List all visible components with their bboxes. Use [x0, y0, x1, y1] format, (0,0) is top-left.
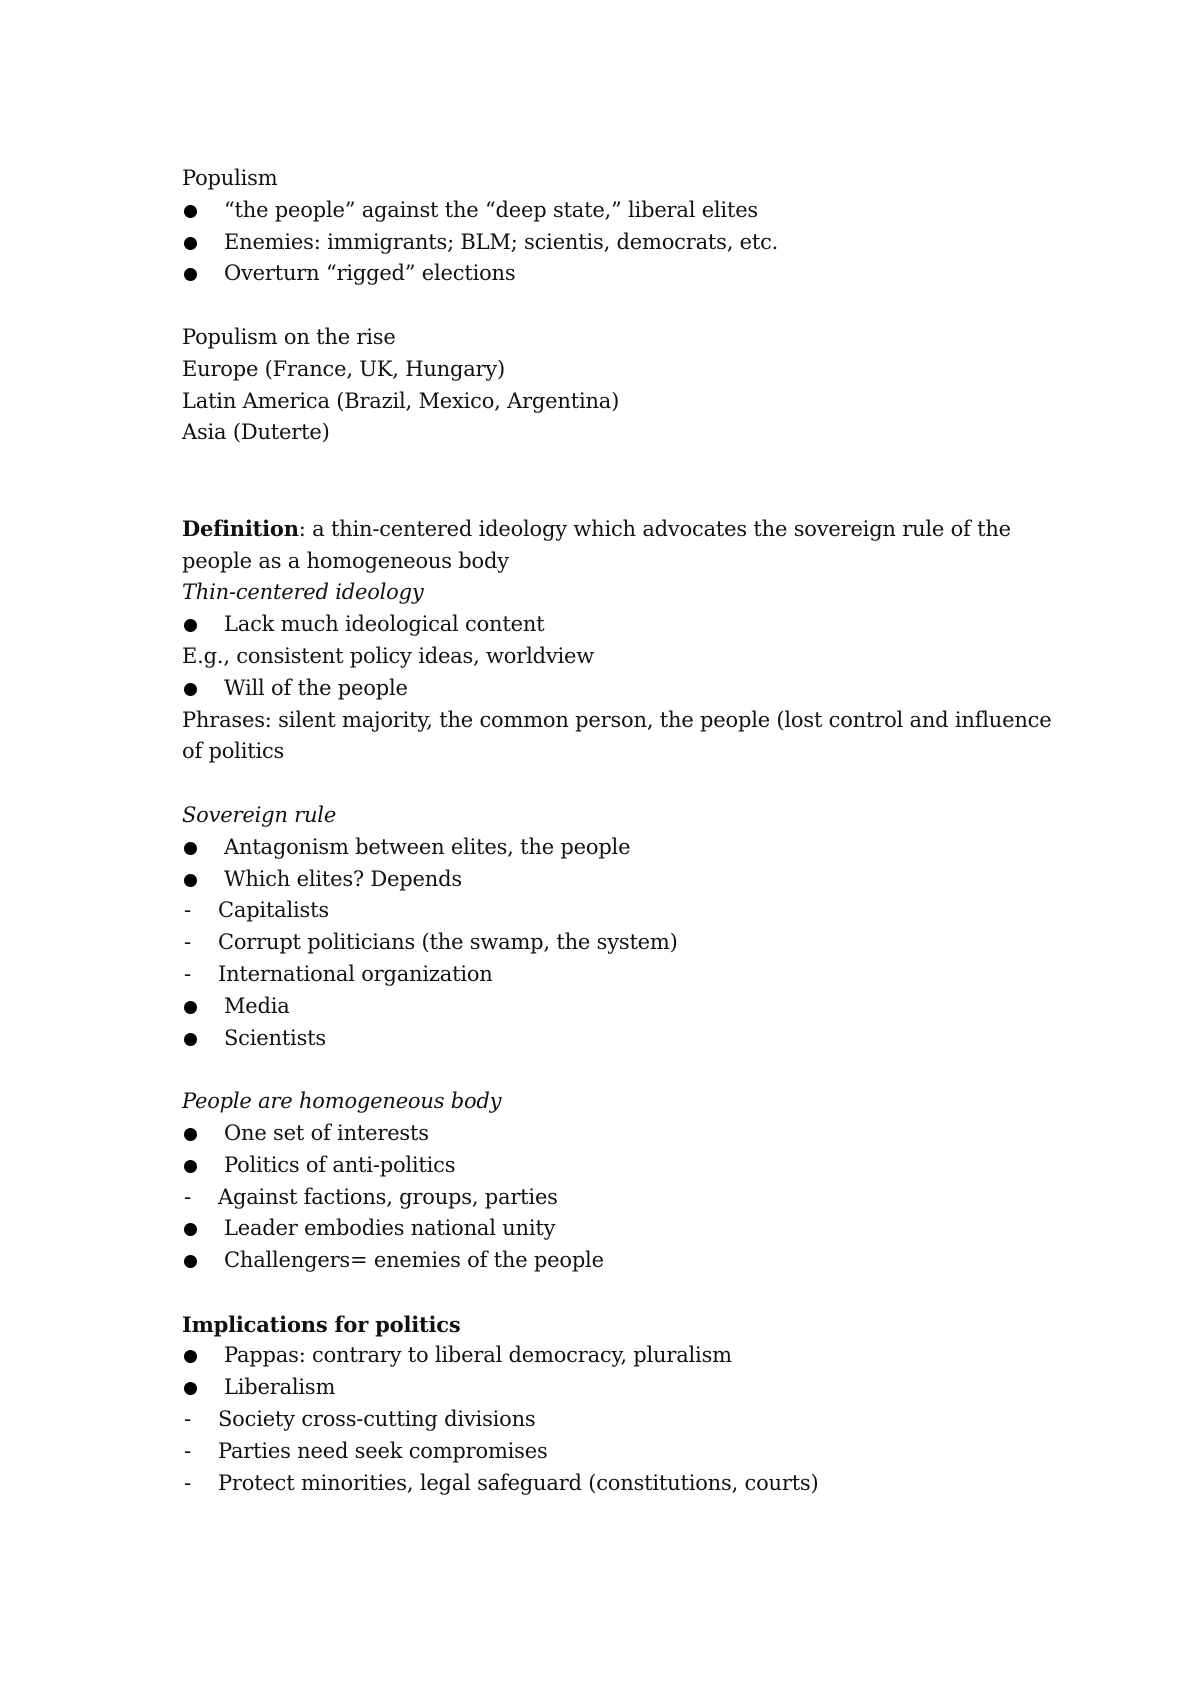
text-line: E.g., consistent policy ideas, worldview	[182, 643, 595, 668]
list-item: Scientists	[182, 1023, 1062, 1055]
bullet-icon	[184, 683, 197, 696]
list-item: Overturn “rigged” elections	[182, 258, 1062, 290]
dash-mark: -	[184, 930, 191, 955]
dash-item: - Protect minorities, legal safeguard (constitutions, courts)	[182, 1468, 1062, 1500]
definition-paragraph	[182, 513, 1062, 578]
list-item: Which elites? Depends	[182, 864, 1062, 896]
dash-item: - Against factions, groups, parties	[182, 1182, 1062, 1214]
list-item: One set of interests	[182, 1118, 1062, 1150]
list-item: Liberalism	[182, 1372, 1062, 1404]
section-title-populism: Populism	[182, 166, 278, 190]
bullet-icon	[184, 1255, 197, 1268]
definition-label: Definition	[182, 515, 299, 541]
bullet-icon	[184, 1350, 197, 1363]
heading-implications: Implications for politics	[182, 1311, 461, 1337]
text-line: Asia (Duterte)	[182, 420, 330, 445]
dash-mark: -	[184, 961, 191, 986]
list-item: Politics of anti-politics	[182, 1150, 1062, 1182]
list-item: Challengers= enemies of the people	[182, 1245, 1062, 1277]
section-title-populism-rise: Populism on the rise	[182, 324, 396, 349]
list-item: Antagonism between elites, the people	[182, 832, 1062, 864]
document-body	[182, 163, 1062, 1499]
dash-mark: -	[184, 1438, 191, 1463]
spacer	[182, 1277, 1062, 1309]
phrases-paragraph: Phrases: silent majority, the common person, the people (lost control and influence of politics	[182, 707, 1052, 764]
dash-mark: -	[184, 898, 191, 923]
bullet-icon	[184, 268, 197, 281]
list-item: Enemies: immigrants; BLM; scientis, democrats, etc.	[182, 227, 1062, 259]
dash-item: - Corrupt politicians (the swamp, the system)	[182, 927, 1062, 959]
text-line: Latin America (Brazil, Mexico, Argentina)	[182, 388, 620, 413]
dash-item: - Capitalists	[182, 895, 1062, 927]
spacer	[182, 449, 1062, 513]
bullet-icon	[184, 1128, 197, 1141]
bullet-icon	[184, 1382, 197, 1395]
bullet-icon	[184, 237, 197, 250]
bullet-icon	[184, 619, 197, 632]
bullet-icon	[184, 842, 197, 855]
spacer	[182, 290, 1062, 322]
dash-item: - Parties need seek compromises	[182, 1436, 1062, 1468]
list-item: Will of the people	[182, 673, 1062, 705]
bullet-icon	[184, 1033, 197, 1046]
subheading-sovereign-rule: Sovereign rule	[182, 802, 337, 827]
text-line: Europe (France, UK, Hungary)	[182, 356, 506, 381]
dash-mark: -	[184, 1407, 191, 1432]
subheading-thin-centered: Thin-centered ideology	[182, 580, 424, 605]
dash-item: - International organization	[182, 959, 1062, 991]
subheading-homogeneous-body: People are homogeneous body	[182, 1089, 502, 1114]
bullet-icon	[184, 205, 197, 218]
list-item: Lack much ideological content	[182, 609, 1062, 641]
bullet-icon	[184, 1001, 197, 1014]
list-item: “the people” against the “deep state,” liberal elites	[182, 195, 1062, 227]
dash-mark: -	[184, 1184, 191, 1209]
dash-item: - Society cross-cutting divisions	[182, 1404, 1062, 1436]
list-item: Media	[182, 991, 1062, 1023]
list-item: Leader embodies national unity	[182, 1213, 1062, 1245]
list-item: Pappas: contrary to liberal democracy, pluralism	[182, 1340, 1062, 1372]
dash-mark: -	[184, 1470, 191, 1495]
bullet-icon	[184, 874, 197, 887]
bullet-icon	[184, 1160, 197, 1173]
definition-text: : a thin-centered ideology which advocates the sovereign rule of the people as a homogeneous body	[182, 516, 1011, 573]
bullet-icon	[184, 1223, 197, 1236]
spacer	[182, 768, 1062, 800]
spacer	[182, 1054, 1062, 1086]
